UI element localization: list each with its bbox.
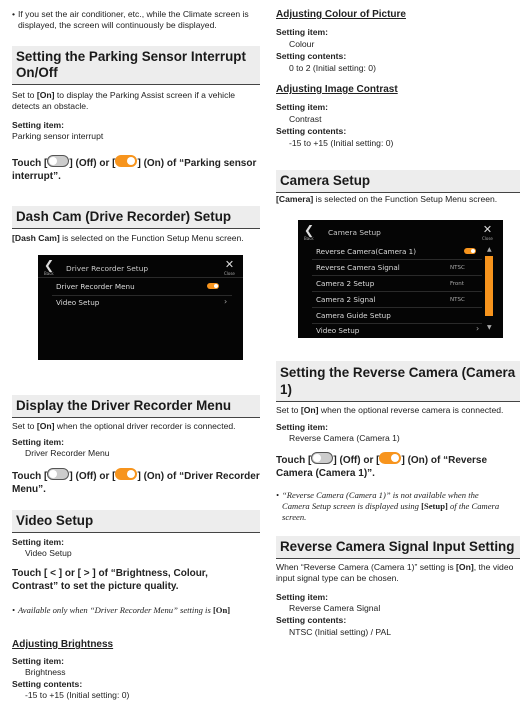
screen-title: Driver Recorder Setup [66, 264, 149, 273]
divider [312, 275, 482, 276]
colour-item-label: Setting item: [276, 27, 329, 37]
reverse-camera-desc: Set to [On] when the optional reverse camera is connected. [276, 405, 504, 415]
menu-item-camera-2-signal[interactable]: Camera 2 Signal [316, 295, 376, 304]
close-icon[interactable]: ✕ Close [224, 258, 235, 276]
display-menu-heading: Display the Driver Recorder Menu [12, 395, 260, 418]
display-menu-item-label: Setting item: [12, 437, 65, 447]
colour-contents-value: 0 to 2 (Initial setting: 0) [289, 63, 376, 73]
close-icon[interactable]: ✕ Close [482, 223, 493, 241]
brightness-contents-label: Setting contents: [12, 679, 83, 689]
signal-contents-value: NTSC (Initial setting) / PAL [289, 627, 392, 637]
dashcam-desc: [Dash Cam] is selected on the Function Setup Menu screen. [12, 233, 244, 243]
back-icon[interactable]: ❮ Back [304, 223, 315, 241]
camera-setup-heading: Camera Setup [276, 170, 520, 193]
chevron-right-icon: › [224, 297, 228, 306]
reverse-camera-note: • “Reverse Camera (Camera 1)” is not available when the Camera Setup screen is displayed using [Setup] of the Camera screen. [276, 490, 500, 522]
display-menu-desc: Set to [On] when the optional driver recorder is connected. [12, 421, 236, 431]
chevron-right-icon: › [476, 324, 480, 333]
bullet-icon: • [276, 490, 280, 500]
dashcam-heading: Dash Cam (Drive Recorder) Setup [12, 206, 260, 229]
colour-item-value: Colour [289, 39, 315, 49]
contrast-heading: Adjusting Image Contrast [276, 84, 398, 95]
brightness-item-value: Brightness [25, 667, 66, 677]
menu-item-reverse-camera[interactable]: Reverse Camera(Camera 1) [316, 247, 417, 256]
brightness-contents-value: -15 to +15 (Initial setting: 0) [25, 690, 130, 700]
contrast-item-label: Setting item: [276, 102, 329, 112]
toggle-on-icon[interactable] [115, 468, 137, 480]
scroll-up-icon[interactable]: ▲ [487, 246, 492, 253]
parking-item-label: Setting item: [12, 120, 65, 130]
menu-item-reverse-camera-signal[interactable]: Reverse Camera Signal [316, 263, 400, 272]
driver-recorder-screen [38, 255, 243, 360]
video-touch: Touch [ < ] or [ > ] of “Brightness, Colour, Contrast” to set the picture quality. [12, 568, 208, 592]
video-item-value: Video Setup [25, 548, 72, 558]
video-note: • Available only when “Driver Recorder Menu” setting is [On] [12, 605, 231, 615]
toggle-on-icon[interactable] [379, 452, 401, 464]
divider [312, 291, 482, 292]
toggle-on-icon[interactable] [115, 155, 137, 167]
brightness-item-label: Setting item: [12, 656, 65, 666]
signal-desc: When “Reverse Camera (Camera 1)” setting is [On], the video input signal type can be chosen. [276, 562, 514, 584]
reverse-camera-item-label: Setting item: [276, 422, 329, 432]
display-menu-touch: Touch [ ] (Off) or [ ] (On) of “Driver Recorder Menu”. [12, 468, 260, 496]
parking-item-value: Parking sensor interrupt [12, 131, 104, 141]
menu-item-video-setup[interactable]: Video Setup [316, 326, 360, 335]
divider [312, 259, 482, 260]
colour-contents-label: Setting contents: [276, 51, 347, 61]
contrast-contents-value: -15 to +15 (Initial setting: 0) [289, 138, 394, 148]
colour-heading: Adjusting Colour of Picture [276, 9, 406, 20]
reverse-camera-signal-value: NTSC [450, 265, 465, 271]
divider [38, 277, 243, 278]
toggle-off-icon[interactable] [311, 452, 333, 464]
intro-bullet: • If you set the air conditioner, etc., while the Climate screen is displayed, the screen will continuously be displayed. [12, 9, 249, 31]
camera-2-setup-value: Front [450, 281, 464, 287]
reverse-camera-toggle-icon[interactable] [464, 248, 476, 254]
divider [312, 307, 482, 308]
divider [52, 295, 232, 296]
brightness-heading: Adjusting Brightness [12, 639, 114, 650]
back-icon[interactable]: ❮ Back [44, 258, 55, 276]
video-item-label: Setting item: [12, 537, 65, 547]
camera-setup-desc: [Camera] is selected on the Function Setup Menu screen. [276, 194, 498, 204]
scrollbar[interactable] [485, 256, 493, 316]
menu-item-driver-recorder[interactable]: Driver Recorder Menu [56, 282, 135, 291]
signal-contents-label: Setting contents: [276, 615, 347, 625]
reverse-camera-touch: Touch [ ] (Off) or [ ] (On) of “Reverse Camera (Camera 1)”. [276, 452, 520, 480]
screen-title: Camera Setup [328, 228, 381, 237]
toggle-off-icon[interactable] [47, 155, 69, 167]
parking-desc: Set to [On] to display the Parking Assist screen if a vehicle detects an obstacle. [12, 90, 236, 112]
signal-heading: Reverse Camera Signal Input Setting [276, 536, 520, 559]
toggle-off-icon[interactable] [47, 468, 69, 480]
reverse-camera-heading: Setting the Reverse Camera (Camera 1) [276, 361, 520, 402]
scroll-down-icon[interactable]: ▼ [487, 324, 492, 331]
menu-item-camera-guide-setup[interactable]: Camera Guide Setup [316, 311, 391, 320]
video-heading: Video Setup [12, 510, 260, 533]
camera-setup-screen [298, 220, 503, 338]
reverse-camera-item-value: Reverse Camera (Camera 1) [289, 433, 400, 443]
menu-item-video-setup[interactable]: Video Setup [56, 298, 100, 307]
signal-item-label: Setting item: [276, 592, 329, 602]
divider [312, 323, 482, 324]
contrast-item-value: Contrast [289, 114, 322, 124]
contrast-contents-label: Setting contents: [276, 126, 347, 136]
menu-item-camera-2-setup[interactable]: Camera 2 Setup [316, 279, 375, 288]
display-menu-item-value: Driver Recorder Menu [25, 448, 110, 458]
bullet-icon: • [12, 605, 16, 615]
signal-item-value: Reverse Camera Signal [289, 603, 381, 613]
parking-heading: Setting the Parking Sensor Interrupt On/Off [12, 46, 260, 85]
parking-touch: Touch [ ] (Off) or [ ] (On) of “Parking sensor interrupt”. [12, 155, 260, 183]
bullet-icon: • [12, 9, 16, 19]
driver-recorder-toggle-icon[interactable] [207, 283, 219, 289]
camera-2-signal-value: NTSC [450, 297, 465, 303]
